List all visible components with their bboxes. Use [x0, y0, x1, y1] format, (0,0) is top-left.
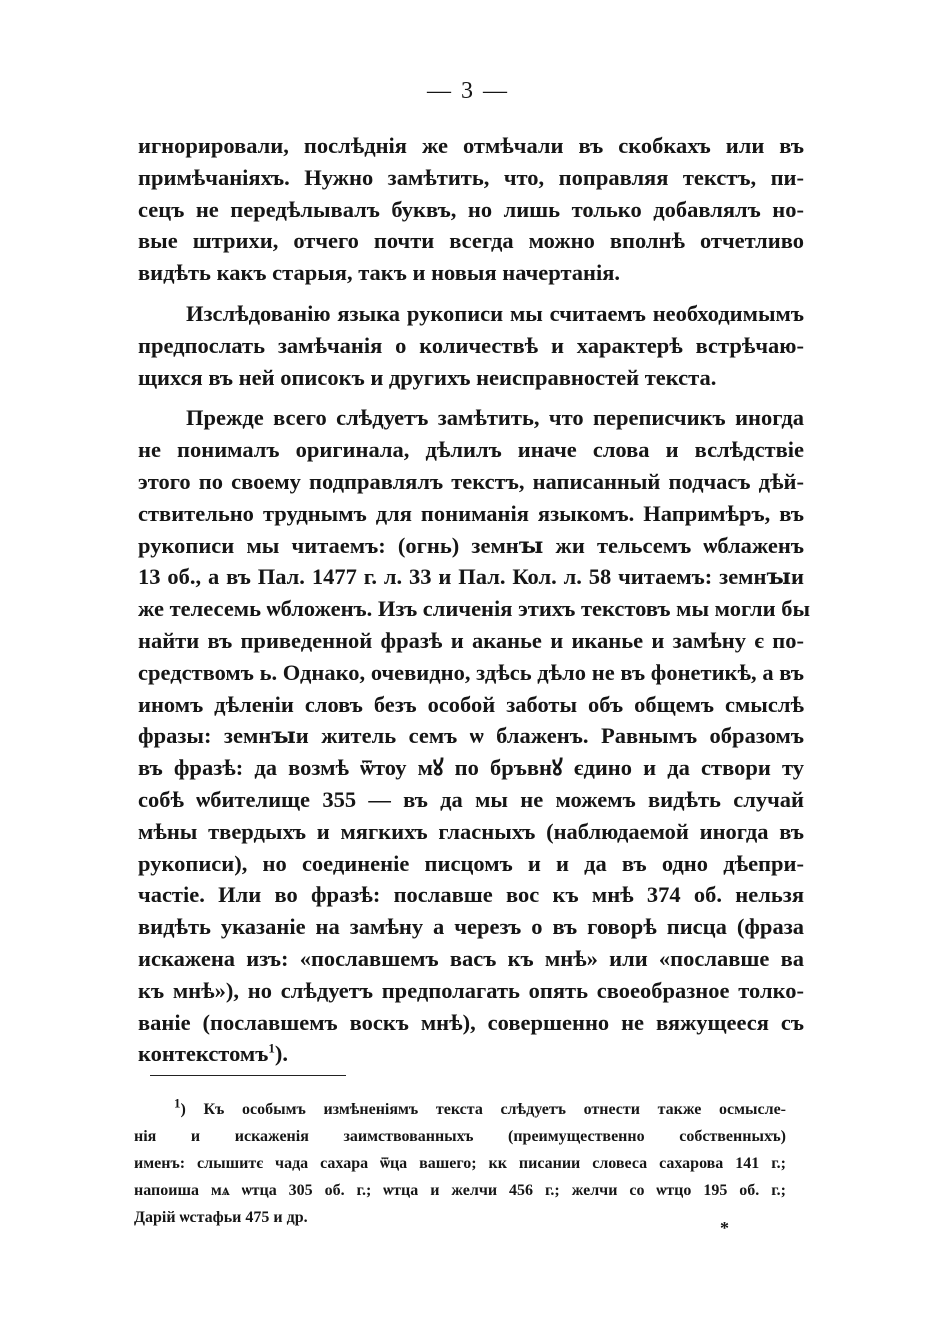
text-line: найти въ приведенной фразѣ и аканье и иканье и замѣну є по-	[138, 627, 804, 653]
footnote-line: именъ: слышитє чада сахара ѿца вашего; кк писании словеса сахарова 141 г.;	[134, 1155, 786, 1172]
footnote-line: нія и искаженія заимствованныхъ (преимущественно собственныхъ)	[134, 1128, 786, 1145]
text-line: собѣ ѡбителище 355 — въ да мы не можемъ видѣть случай	[138, 786, 804, 812]
text-line: щихся въ ней описокъ и другихъ неисправностей текста.	[138, 364, 717, 390]
page-number: — 3 —	[427, 78, 509, 104]
text-line: къ мнѣ»), но слѣдуетъ предполагать опять своеобразное толко-	[138, 977, 804, 1003]
text-line: иномъ дѣленіи словъ безъ особой заботы объ общемъ смыслѣ	[138, 691, 804, 717]
text-line: же телесемь ѡбложенъ. Изъ сличенія этихъ текстовъ мы могли бы	[138, 596, 811, 622]
text-line: ваніе (пославшемъ воскъ мнѣ), совершенно не вяжущееся съ	[138, 1009, 804, 1035]
text-line: видѣть указаніе на замѣну а черезъ о въ говорѣ писца (фраза	[138, 914, 804, 940]
footnote-line	[134, 1096, 786, 1123]
text-line: рукописи мы читаемъ: (огнь) земнꙑ жи тельсемъ ѡблаженъ	[138, 532, 804, 558]
footnote-line-content: ) Къ особымъ измѣненіямъ текста слѣдуетъ отнести также осмысле-	[180, 1101, 786, 1118]
text-line: ствительно труднымъ для пониманія языкомъ. Напримѣръ, въ	[138, 500, 804, 526]
signature-mark: *	[720, 1218, 729, 1238]
text-line: не понималъ оригинала, дѣлилъ иначе слова и вслѣдствіе	[138, 437, 804, 463]
text-line: видѣть какъ старыя, такъ и новыя начертанія.	[138, 260, 621, 286]
text-line-content: контекстомъ	[138, 1041, 269, 1067]
text-line: частіе. Или во фразѣ: пославше вос къ мнѣ 374 об. нельзя	[138, 882, 804, 908]
text-line: средствомъ ь. Однако, очевидно, здѣсь дѣло не въ фонетикѣ, а въ	[138, 659, 804, 685]
text-line: фразы: земнꙑи житель семъ ѡ блаженъ. Равнымъ образомъ	[138, 723, 804, 749]
text-line: 13 об., а въ Пал. 1477 г. л. 33 и Пал. Кол. л. 58 читаемъ: земнꙑи	[138, 564, 804, 590]
footnote-reference: 1	[268, 1040, 275, 1056]
text-line: въ фразѣ: да возмѣ ѿтоу мꙋ по бръвнꙋ єдино и да створи ту	[138, 755, 804, 781]
text-line	[138, 1038, 804, 1070]
footnote-separator	[150, 1075, 346, 1076]
text-line: этого по своему подправлялъ текстъ, написанный подчасъ дѣй-	[138, 468, 804, 494]
text-line: игнорировали, послѣднія же отмѣчали въ скобкахъ или въ	[138, 133, 804, 158]
paragraph	[138, 130, 804, 289]
text-line: сецъ не передѣлывалъ буквъ, но лишь только добавлялъ но-	[138, 196, 804, 222]
text-line: искажена изъ: «пославшемъ васъ къ мнѣ» или «пославше ва	[138, 945, 804, 971]
text-line: предпослать замѣчанія о количествѣ и характерѣ встрѣчаю-	[138, 332, 804, 358]
paragraph	[138, 402, 811, 1070]
text-line: вые штрихи, отчего почти всегда можно вполнѣ отчетливо	[138, 228, 804, 254]
text-line-closing: ).	[274, 1041, 288, 1067]
paragraph	[138, 298, 804, 393]
text-line: Прежде всего слѣдуетъ замѣтить, что переписчикъ иногда	[186, 405, 804, 431]
footnote-line: напоиша мѧ ѡтца 305 об. г.; ѡтца и желчи 456 г.; желчи со ѡтцо 195 об. г.;	[134, 1182, 786, 1199]
text-line: мѣны твердыхъ и мягкихъ гласныхъ (наблюдаемой иногда въ	[138, 818, 804, 844]
footnote-line: Дарій ѡстафьи 475 и др.	[134, 1209, 308, 1226]
text-line: примѣчаніяхъ. Нужно замѣтить, что, поправляя текстъ, пи-	[138, 164, 804, 190]
footnote-marker: 1	[174, 1095, 181, 1111]
footnote	[134, 1096, 786, 1231]
text-line: Изслѣдованію языка рукописи мы считаемъ необходимымъ	[186, 300, 804, 326]
text-line: рукописи), но соединеніе писцомъ и и да въ одно дѣепри-	[138, 850, 804, 876]
main-text	[138, 130, 811, 1070]
